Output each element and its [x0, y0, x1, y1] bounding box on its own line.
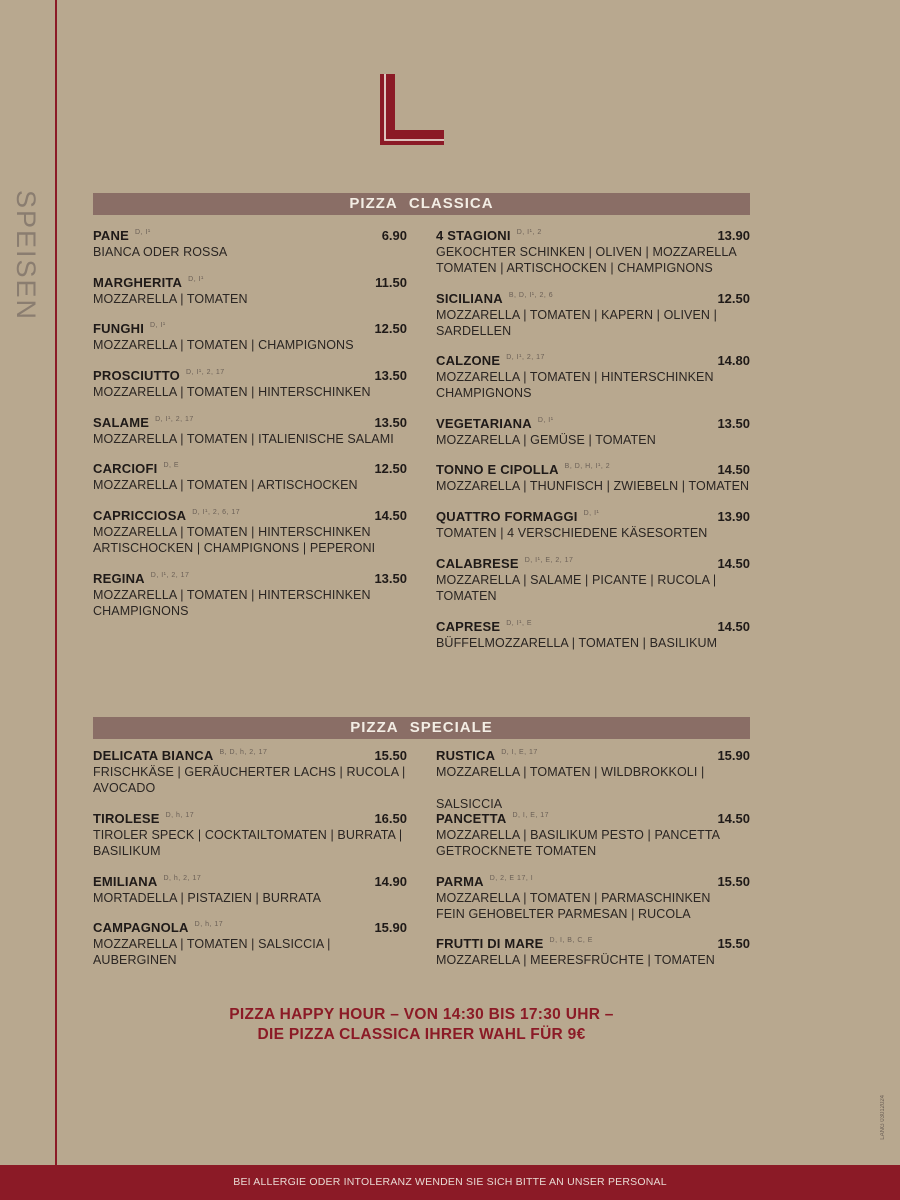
menu-item-description: MOZZARELLA | TOMATEN | CHAMPIGNONS	[93, 338, 354, 352]
menu-item	[436, 874, 750, 922]
happy-hour-line2: DIE PIZZA CLASSICA IHRER WAHL FÜR 9€	[257, 1026, 586, 1043]
menu-item-header	[436, 509, 750, 525]
menu-item-price: 14.80	[717, 353, 750, 368]
menu-item-price: 11.50	[375, 275, 407, 290]
section-title-word: CLASSICA	[408, 195, 494, 212]
menu-item-name: CAMPAGNOLA	[93, 920, 189, 935]
menu-item-name: PARMA	[436, 874, 484, 889]
section-title-word: PIZZA	[349, 195, 398, 212]
menu-item-description: MOZZARELLA | TOMATEN | ARTISCHOCKEN	[93, 478, 358, 492]
menu-item-price: 13.50	[374, 571, 407, 586]
menu-item-price: 14.50	[717, 556, 750, 571]
menu-item-header	[93, 415, 407, 431]
menu-item-header	[93, 508, 407, 524]
menu-item-price: 15.50	[717, 936, 750, 951]
menu-item-name: VEGETARIANA	[436, 416, 532, 431]
menu-item-header	[436, 748, 750, 764]
section-title-word: SPECIALE	[409, 719, 493, 736]
allergy-footer: BEI ALLERGIE ODER INTOLERANZ WENDEN SIE SICH BITTE AN UNSER PERSONAL	[0, 1165, 900, 1200]
menu-item	[93, 571, 407, 619]
menu-item-name: FRUTTI DI MARE	[436, 936, 544, 951]
menu-item-header	[436, 811, 750, 827]
allergen-codes: D, I, E, 17	[512, 812, 550, 819]
menu-item-description: MOZZARELLA | TOMATEN | SALSICCIA | AUBERGINEN	[93, 937, 331, 967]
allergen-codes: D, I¹	[134, 229, 151, 236]
section-header-pizza-speciale	[93, 717, 750, 739]
allergen-codes: D, I¹	[188, 276, 204, 283]
menu-item-header	[436, 416, 750, 432]
menu-item	[93, 920, 407, 968]
menu-item-name: PANE	[93, 228, 129, 243]
menu-item	[436, 556, 750, 604]
menu-item-name: TONNO E CIPOLLA	[436, 462, 559, 477]
menu-item-header	[436, 874, 750, 890]
menu-item-description: GEKOCHTER SCHINKEN | OLIVEN | MOZZARELLA TOMATEN | ARTISCHOCKEN | CHAMPIGNONS	[436, 245, 737, 275]
menu-item	[93, 811, 407, 859]
allergen-codes: D, I¹, 2, 17	[150, 572, 190, 579]
menu-item	[436, 619, 750, 651]
menu-item	[93, 874, 407, 906]
allergen-codes: D, I¹, 2, 6, 17	[192, 509, 241, 516]
menu-item-description: TOMATEN | 4 VERSCHIEDENE KÄSESORTEN	[436, 526, 708, 540]
happy-hour-line1: PIZZA HAPPY HOUR – VON 14:30 BIS 17:30 UHR –	[229, 1006, 614, 1023]
menu-item-price: 12.50	[374, 321, 407, 336]
allergen-codes: B, D, H, I¹, 2	[564, 463, 611, 470]
menu-item-description: BÜFFELMOZZARELLA | TOMATEN | BASILIKUM	[436, 636, 718, 650]
menu-item-header	[436, 228, 750, 244]
menu-item-header	[93, 275, 407, 291]
menu-item-header	[93, 748, 407, 764]
allergen-codes: D, h, 17	[165, 812, 195, 819]
menu-item-name: CAPRESE	[436, 619, 501, 634]
allergen-codes: D, I¹	[150, 322, 166, 329]
menu-item-description: FRISCHKÄSE | GERÄUCHERTER LACHS | RUCOLA | AVOCADO	[93, 765, 406, 795]
menu-item-description: BIANCA ODER ROSSA	[93, 245, 228, 259]
menu-item-price: 14.50	[717, 811, 750, 826]
allergen-codes: D, h, 2, 17	[163, 875, 202, 882]
section-title-word: PIZZA	[350, 719, 399, 736]
menu-item	[436, 462, 750, 494]
menu-item-header	[93, 571, 407, 587]
allergen-codes: D, I¹, 2, 17	[186, 369, 225, 376]
menu-item-description: TIROLER SPECK | COCKTAILTOMATEN | BURRATA | BASILIKUM	[93, 828, 403, 858]
menu-item-description: MOZZARELLA | MEERESFRÜCHTE | TOMATEN	[436, 953, 715, 967]
menu-item-price: 13.90	[717, 228, 750, 243]
menu-item-name: FUNGHI	[93, 321, 145, 336]
menu-item	[93, 461, 407, 493]
menu-item	[436, 748, 750, 812]
menu-item-price: 14.50	[374, 508, 407, 523]
menu-item-price: 12.50	[374, 461, 407, 476]
menu-item-name: REGINA	[93, 571, 145, 586]
menu-item-name: DELICATA BIANCA	[93, 748, 214, 763]
menu-item-description: MOZZARELLA | THUNFISCH | ZWIEBELN | TOMATEN	[436, 479, 750, 493]
menu-item	[436, 228, 750, 276]
menu-item-description: MOZZARELLA | TOMATEN | HINTERSCHINKEN CHAMPIGNONS	[436, 370, 714, 400]
menu-item-name: RUSTICA	[436, 748, 496, 763]
menu-item-name: CARCIOFI	[93, 461, 158, 476]
allergen-codes: D, 2, E 17, I	[489, 875, 534, 882]
menu-item-header	[93, 874, 407, 890]
menu-item-name: 4 STAGIONI	[436, 228, 511, 243]
menu-item-price: 14.90	[374, 874, 407, 889]
menu-item-price: 6.90	[381, 228, 407, 243]
menu-item-description: MORTADELLA | PISTAZIEN | BURRATA	[93, 891, 322, 905]
menu-item	[436, 509, 750, 541]
menu-item-name: MARGHERITA	[93, 275, 183, 290]
allergen-codes: D, E	[163, 462, 180, 469]
menu-item-description: MOZZARELLA | TOMATEN | WILDBROKKOLI | SALSICCIA	[436, 765, 705, 811]
menu-item	[436, 416, 750, 448]
menu-item	[436, 936, 750, 968]
menu-item	[93, 748, 407, 796]
menu-item-header	[93, 811, 407, 827]
allergen-codes: D, h, 17	[194, 921, 224, 928]
allergen-codes: D, I¹, 2, 17	[155, 416, 194, 423]
allergen-codes: D, I¹	[537, 417, 554, 424]
menu-item-name: SALAME	[93, 415, 150, 430]
allergen-codes: D, I¹, 2	[516, 229, 542, 236]
menu-item-header	[436, 291, 750, 307]
menu-item-header	[436, 556, 750, 572]
menu-item-header	[436, 619, 750, 635]
menu-item-description: MOZZARELLA | TOMATEN	[93, 292, 248, 306]
menu-item-header	[93, 321, 407, 337]
menu-item-name: PROSCIUTTO	[93, 368, 180, 383]
side-label-speisen: SPEISEN	[11, 190, 41, 322]
menu-item	[93, 415, 407, 447]
menu-item-description: MOZZARELLA | TOMATEN | KAPERN | OLIVEN | SARDELLEN	[436, 308, 717, 338]
menu-item-header	[436, 936, 750, 952]
menu-item-price: 13.50	[374, 415, 407, 430]
menu-item-header	[93, 368, 407, 384]
section-header-pizza-classica	[93, 193, 750, 215]
menu-item-price: 13.50	[374, 368, 407, 383]
menu-item-price: 14.50	[717, 619, 750, 634]
allergen-codes: D, I¹, E, 2, 17	[524, 557, 574, 564]
menu-item-header	[436, 462, 750, 478]
allergen-codes: D, I, E, 17	[501, 749, 538, 756]
menu-item-header	[93, 228, 407, 244]
menu-item-description: MOZZARELLA | SALAME | PICANTE | RUCOLA | TOMATEN	[436, 573, 717, 603]
menu-item	[436, 353, 750, 401]
menu-item-name: CALABRESE	[436, 556, 519, 571]
menu-item-description: MOZZARELLA | TOMATEN | HINTERSCHINKEN	[93, 385, 371, 399]
menu-item-description: MOZZARELLA | GEMÜSE | TOMATEN	[436, 433, 656, 447]
menu-item-price: 13.90	[717, 509, 750, 524]
menu-item-description: MOZZARELLA | TOMATEN | HINTERSCHINKEN ARTISCHOCKEN | CHAMPIGNONS | PEPERONI	[93, 525, 376, 555]
menu-item	[436, 811, 750, 859]
menu-item	[93, 228, 407, 260]
allergen-codes: D, I¹	[583, 510, 600, 517]
menu-item-price: 15.90	[717, 748, 750, 763]
menu-item	[93, 275, 407, 307]
menu-item	[93, 368, 407, 400]
menu-item-name: EMILIANA	[93, 874, 158, 889]
menu-item-price: 15.50	[374, 748, 407, 763]
menu-item-price: 15.90	[374, 920, 407, 935]
allergen-codes: D, I, B, C, E	[549, 937, 593, 944]
menu-item-name: QUATTRO FORMAGGI	[436, 509, 578, 524]
allergen-codes: B, D, h, 2, 17	[219, 749, 268, 756]
restaurant-logo	[378, 74, 446, 146]
menu-item-price: 15.50	[717, 874, 750, 889]
menu-item-name: CALZONE	[436, 353, 501, 368]
menu-item-name: PANCETTA	[436, 811, 507, 826]
print-stamp: LANG 03012024	[880, 1095, 886, 1140]
menu-item	[93, 508, 407, 556]
menu-item-description: MOZZARELLA | TOMATEN | ITALIENISCHE SALAMI	[93, 432, 394, 446]
menu-item	[93, 321, 407, 353]
menu-item	[436, 291, 750, 339]
menu-item-name: TIROLESE	[93, 811, 160, 826]
left-border-line	[55, 0, 57, 1165]
menu-item-header	[436, 353, 750, 369]
menu-item-description: MOZZARELLA | TOMATEN | HINTERSCHINKEN CHAMPIGNONS	[93, 588, 371, 618]
allergen-codes: D, I¹, 2, 17	[506, 354, 545, 361]
menu-item-description: MOZZARELLA | TOMATEN | PARMASCHINKEN FEIN GEHOBELTER PARMESAN | RUCOLA	[436, 891, 711, 921]
menu-item-price: 16.50	[374, 811, 407, 826]
menu-item-name: CAPRICCIOSA	[93, 508, 187, 523]
menu-item-price: 13.50	[717, 416, 750, 431]
menu-item-price: 12.50	[717, 291, 750, 306]
menu-item-name: SICILIANA	[436, 291, 503, 306]
menu-item-price: 14.50	[717, 462, 750, 477]
menu-item-header	[93, 461, 407, 477]
allergen-codes: B, D, I¹, 2, 6	[508, 292, 554, 299]
allergen-codes: D, I¹, E	[506, 620, 533, 627]
menu-item-header	[93, 920, 407, 936]
menu-item-description: MOZZARELLA | BASILIKUM PESTO | PANCETTA GETROCKNETE TOMATEN	[436, 828, 721, 858]
